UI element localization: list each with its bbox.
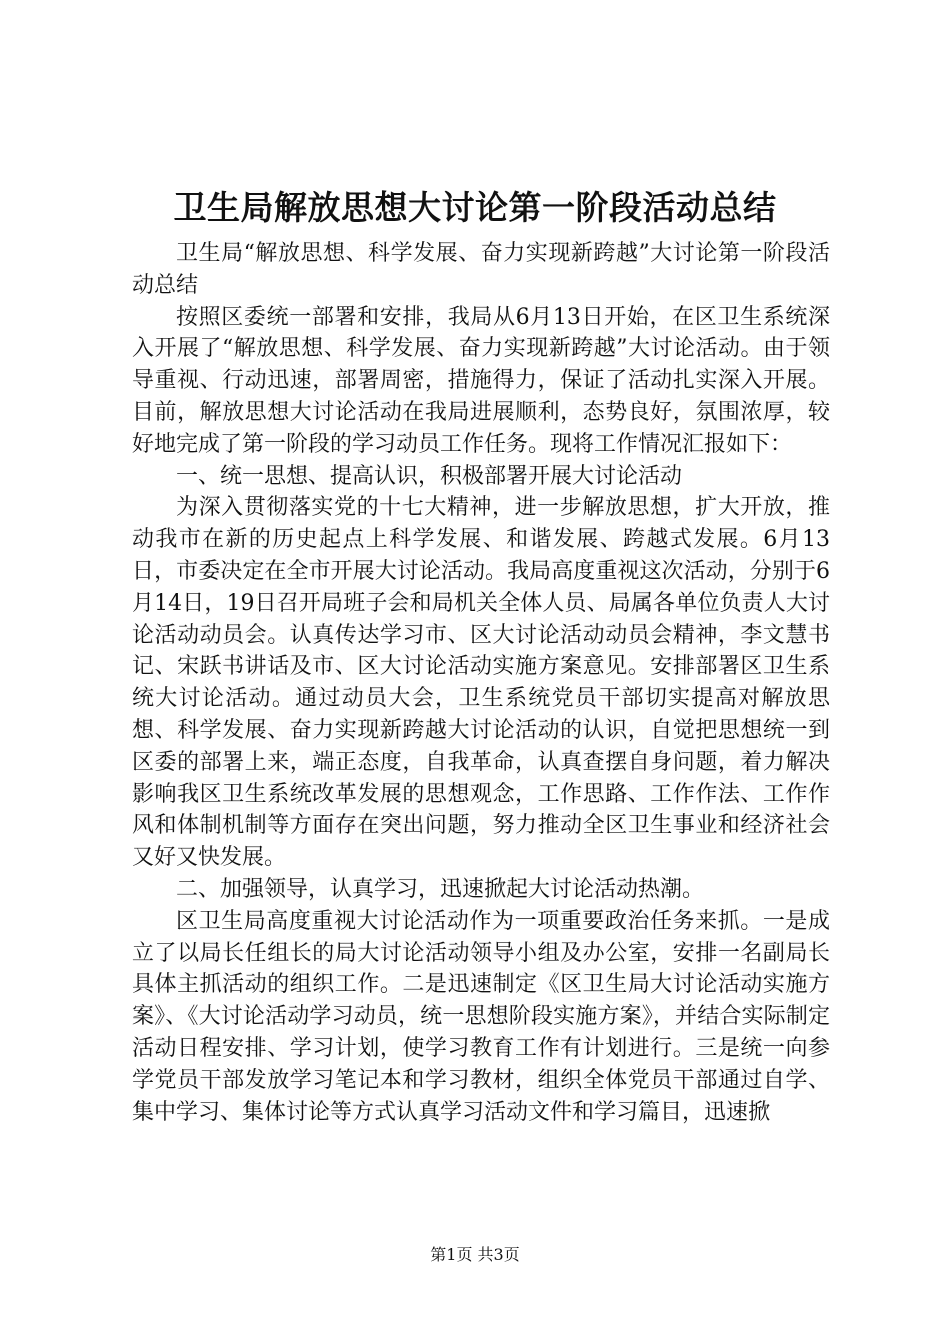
paragraph-section-1: 为深入贯彻落实党的十七大精神，进一步解放思想，扩大开放，推动我市在新的历史起点上科学发展、和谐发展、跨越式发展。6月13日，市委决定在全市开展大讨论活动。我局高度重视这次活动，分别于6月14日，19日召开局班子会和局机关全体人员、局属各单位负责人大讨论活动动员会。认真传达学习市、区大讨论活动动员会精神，李文慧书记、宋跃书讲话及市、区大讨论活动实施方案意见。安排部署区卫生系统大讨论活动。通过动员大会，卫生系统党员干部切实提高对解放思想、科学发展、奋力实现新跨越大讨论活动的认识，自觉把思想统一到区委的部署上来，端正态度，自我革命，认真查摆自身问题，着力解决影响我区卫生系统改革发展的思想观念，工作思路、工作作法、工作作风和体制机制等方面存在突出问题，努力推动全区卫生事业和经济社会又好又快发展。 — [132, 495, 830, 871]
paragraph-subtitle: 卫生局“解放思想、科学发展、奋力实现新跨越”大讨论第一阶段活动总结 — [132, 241, 830, 298]
paragraph-section-2: 区卫生局高度重视大讨论活动作为一项重要政治任务来抓。一是成立了以局长任组长的局大讨论活动领导小组及办公室，安排一名副局长具体主抓活动的组织工作。二是迅速制定《区卫生局大讨论活动实施方案》、《大讨论活动学习动员，统一思想阶段实施方案》，并结合实际制定活动日程安排、学习计划，使学习教育工作有计划进行。三是统一向参学党员干部发放学习笔记本和学习教材，组织全体党员干部通过自学、集中学习、集体讨论等方式认真学习活动文件和学习篇目，迅速掀 — [132, 908, 830, 1125]
section-heading-2: 二、加强领导，认真学习，迅速掀起大讨论活动热潮。 — [176, 876, 705, 902]
page-title: 卫生局解放思想大讨论第一阶段活动总结 — [173, 188, 777, 227]
paragraph-intro: 按照区委统一部署和安排，我局从6月13日开始，在区卫生系统深入开展了“解放思想、科学发展、奋力实现新跨越”大讨论活动。由于领导重视、行动迅速，部署周密，措施得力，保证了活动扎实深入开展。目前，解放思想大讨论活动在我局进展顺利，态势良好，氛围浓厚，较好地完成了第一阶段的学习动员工作任务。现将工作情况汇报如下： — [132, 304, 830, 457]
document-body — [132, 238, 830, 1128]
section-heading-1: 一、统一思想、提高认识，积极部署开展大讨论活动 — [176, 463, 683, 489]
page-footer: 第1页 共3页 — [430, 1245, 520, 1264]
